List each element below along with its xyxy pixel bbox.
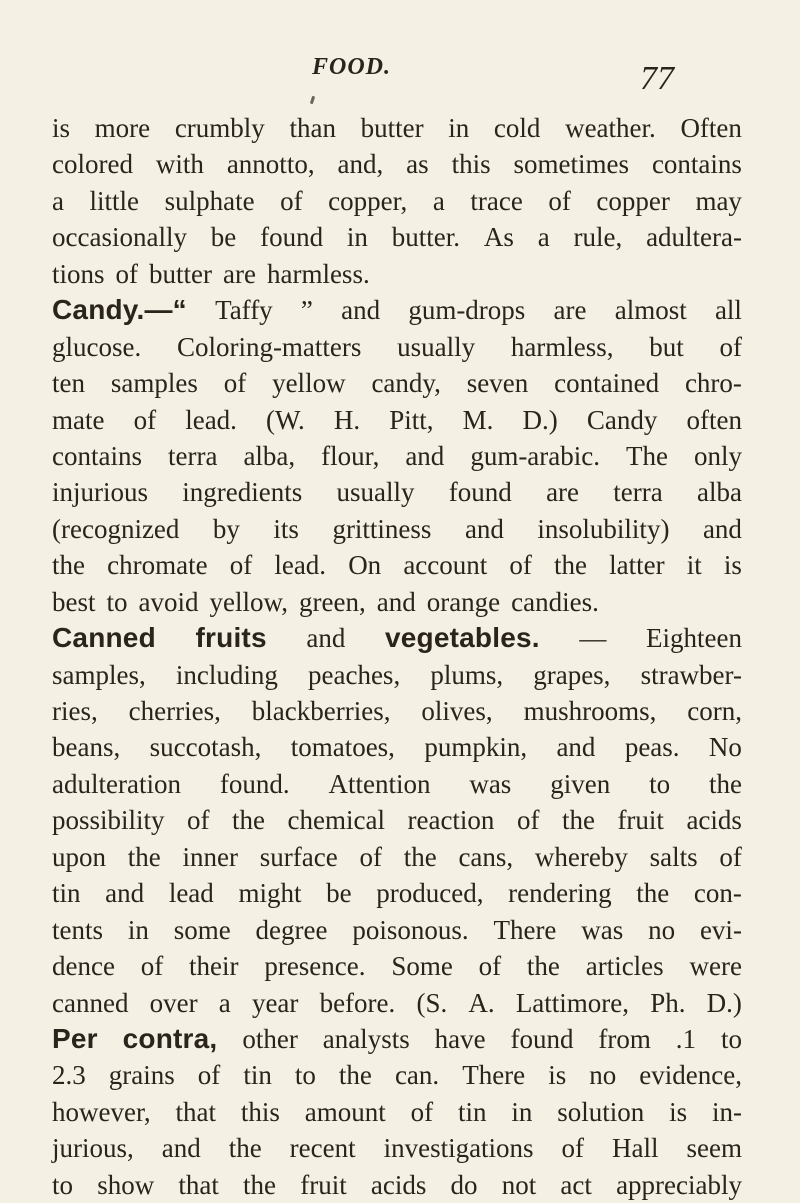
- word: in: [346, 222, 368, 253]
- word: this: [240, 1096, 280, 1127]
- word: Some: [391, 951, 453, 982]
- text-line: [52, 438, 742, 474]
- word: and: [306, 623, 346, 654]
- text-line: [52, 474, 742, 510]
- word: —: [579, 623, 607, 654]
- word: best: [52, 586, 96, 617]
- word: contained: [554, 368, 660, 399]
- word: and: [105, 878, 145, 909]
- word: and: [405, 440, 445, 471]
- word: mate: [52, 404, 105, 435]
- word: Per: [52, 1022, 98, 1054]
- word: cans,: [458, 841, 514, 872]
- word: fruits: [195, 622, 267, 654]
- word: con-: [693, 878, 742, 909]
- word: whereby: [534, 841, 628, 872]
- word: the: [636, 878, 670, 909]
- word: often: [686, 404, 742, 435]
- word: Canned: [52, 622, 156, 654]
- word: evidence,: [639, 1060, 742, 1091]
- word: as: [406, 149, 429, 180]
- word: evi-: [699, 914, 742, 945]
- ink-speck: [310, 96, 315, 105]
- word: appreciably: [616, 1169, 742, 1200]
- word: no: [589, 1060, 617, 1091]
- word: but: [649, 331, 684, 362]
- word: over: [149, 987, 198, 1018]
- word: usually: [336, 477, 415, 508]
- word: tions: [52, 258, 105, 289]
- word: fruit: [617, 805, 664, 836]
- word: D.): [706, 987, 742, 1018]
- word: cherries,: [128, 696, 221, 726]
- word: the: [561, 805, 595, 836]
- word: the: [554, 550, 588, 581]
- word: almost: [614, 295, 687, 326]
- word: to: [52, 1169, 74, 1200]
- word: a: [537, 222, 550, 253]
- word: a: [52, 185, 64, 216]
- word: was: [469, 768, 512, 799]
- word: cold: [493, 113, 541, 143]
- word: crumbly: [174, 113, 265, 143]
- word: The: [626, 440, 668, 471]
- word: gum-arabic.: [470, 440, 600, 471]
- word: is: [723, 550, 742, 581]
- word: only: [693, 440, 742, 471]
- text-line: [52, 657, 742, 693]
- word: possibility: [52, 805, 165, 836]
- word: orange: [426, 586, 501, 617]
- word: As: [483, 222, 514, 253]
- word: are: [223, 258, 256, 289]
- word: Pitt,: [389, 404, 434, 435]
- text-line: [52, 693, 742, 729]
- word: of: [187, 805, 210, 836]
- text-line: [52, 1130, 742, 1166]
- word: of: [548, 185, 571, 216]
- word: some: [173, 914, 231, 945]
- word: chromate: [107, 550, 208, 581]
- word: Lattimore,: [515, 987, 630, 1018]
- word: tin: [457, 1096, 487, 1127]
- word: tin: [243, 1060, 272, 1091]
- word: grittiness: [332, 513, 432, 544]
- word: green,: [299, 586, 366, 617]
- word: year: [251, 987, 299, 1018]
- word: injurious: [52, 477, 149, 508]
- text-line: [52, 729, 742, 765]
- word: not: [501, 1169, 537, 1200]
- word: seem: [686, 1133, 742, 1164]
- word: the: [52, 550, 85, 581]
- word: flour,: [321, 440, 380, 471]
- word: contra,: [122, 1022, 218, 1054]
- text-line: [52, 948, 742, 984]
- word: usually: [397, 331, 476, 362]
- word: account: [403, 550, 488, 581]
- word: and: [161, 1133, 201, 1164]
- word: is: [548, 1060, 567, 1091]
- word: ries,: [52, 696, 98, 726]
- word: On: [348, 550, 382, 581]
- body-text: [52, 110, 742, 1203]
- word: copper: [596, 185, 670, 216]
- word: of: [719, 331, 742, 362]
- word: blackberries,: [251, 696, 391, 726]
- word: ”: [300, 295, 313, 326]
- word: avoid: [138, 586, 199, 617]
- word: no: [648, 914, 676, 945]
- word: succotash,: [149, 732, 262, 763]
- word: produced,: [376, 878, 484, 909]
- word: 2.3: [52, 1060, 86, 1091]
- word: chemical: [287, 805, 385, 836]
- word: of: [359, 841, 382, 872]
- word: butter: [360, 113, 424, 143]
- word: that: [178, 1169, 219, 1200]
- word: samples: [110, 368, 198, 399]
- word: a: [432, 185, 445, 216]
- word: lead: [168, 878, 214, 909]
- word: it: [686, 550, 702, 581]
- word: candy,: [371, 368, 441, 399]
- word: investigations: [383, 1133, 534, 1164]
- word: grapes,: [533, 659, 611, 690]
- word: more: [94, 113, 151, 143]
- word: do: [450, 1169, 478, 1200]
- word: peaches,: [308, 659, 401, 690]
- word: acids: [370, 1169, 427, 1200]
- word: can.: [394, 1060, 440, 1091]
- word: the: [228, 1133, 262, 1164]
- word: inner: [182, 841, 238, 872]
- text-line: [52, 1167, 742, 1203]
- word: by: [212, 513, 240, 544]
- text-line: [52, 402, 742, 438]
- word: of: [516, 805, 540, 836]
- word: be: [210, 222, 237, 253]
- word: jurious,: [52, 1133, 134, 1164]
- word: found: [260, 222, 324, 253]
- word: in: [511, 1096, 533, 1127]
- word: sometimes: [513, 149, 630, 180]
- word: and: [556, 732, 596, 763]
- page-number: 77: [640, 60, 674, 97]
- word: before.: [319, 987, 396, 1018]
- word: gum-drops: [408, 295, 526, 326]
- word: acids: [686, 805, 742, 836]
- word: beans,: [52, 732, 121, 763]
- word: upon: [52, 841, 106, 872]
- word: dence: [52, 951, 115, 982]
- word: may: [695, 185, 742, 216]
- word: .1: [675, 1023, 697, 1054]
- text-line: [52, 1021, 742, 1057]
- word: adulteration: [52, 768, 181, 799]
- word: found: [448, 477, 512, 508]
- word: in: [127, 914, 149, 945]
- word: copper,: [328, 185, 408, 216]
- word: the: [338, 1060, 372, 1091]
- word: act: [560, 1169, 592, 1200]
- word: (S.: [416, 987, 448, 1018]
- text-line: [52, 584, 742, 620]
- word: Eighteen: [646, 623, 742, 654]
- word: of: [410, 1096, 434, 1127]
- word: annotto,: [226, 149, 315, 180]
- text-line: [52, 146, 742, 182]
- word: contains: [52, 440, 142, 471]
- word: all: [714, 295, 742, 326]
- word: D.): [522, 404, 558, 435]
- word: salts: [649, 841, 698, 872]
- word: colored: [52, 149, 133, 180]
- word: from: [598, 1023, 651, 1054]
- word: tomatoes,: [290, 732, 395, 763]
- word: the: [403, 841, 437, 872]
- text-line: [52, 219, 742, 255]
- word: butter: [149, 258, 212, 289]
- text-line: [52, 110, 742, 146]
- word: and: [702, 513, 742, 544]
- text-line: [52, 1094, 742, 1130]
- text-line: [52, 766, 742, 802]
- word: including: [175, 659, 278, 690]
- word: terra: [613, 477, 663, 508]
- word: contains: [651, 149, 742, 180]
- word: M.: [462, 404, 494, 435]
- text-line: [52, 985, 742, 1021]
- word: Often: [680, 113, 742, 143]
- word: plums,: [430, 659, 504, 690]
- word: terra: [167, 440, 218, 471]
- word: to: [649, 768, 671, 799]
- word: Candy: [586, 404, 658, 435]
- word: lead.: [274, 550, 327, 581]
- word: adultera-: [646, 222, 742, 253]
- word: latter: [609, 550, 665, 581]
- word: degree: [255, 914, 328, 945]
- word: butter.: [391, 222, 461, 253]
- word: in-: [711, 1096, 742, 1127]
- word: the: [232, 805, 266, 836]
- word: samples,: [52, 659, 146, 690]
- word: reaction: [407, 805, 495, 836]
- word: recent: [289, 1133, 356, 1164]
- word: of: [115, 258, 139, 289]
- word: Attention: [328, 768, 431, 799]
- word: solution: [557, 1096, 645, 1127]
- word: Coloring-matters: [176, 331, 362, 362]
- word: might: [238, 878, 302, 909]
- word: insolubility): [537, 513, 670, 544]
- word: of: [478, 951, 502, 982]
- word: was: [581, 914, 624, 945]
- word: show: [97, 1169, 155, 1200]
- text-line: [52, 256, 742, 292]
- word: analysts: [322, 1023, 410, 1054]
- word: yellow,: [209, 586, 288, 617]
- word: alba,: [243, 440, 296, 471]
- text-line: [52, 839, 742, 875]
- text-line: [52, 183, 742, 219]
- word: of: [719, 841, 742, 872]
- word: the: [708, 768, 742, 799]
- word: have: [434, 1023, 486, 1054]
- word: seven: [466, 368, 529, 399]
- word: however,: [52, 1096, 151, 1127]
- word: Taffy: [215, 295, 273, 326]
- word: ingredients: [182, 477, 303, 508]
- word: to: [106, 586, 128, 617]
- word: and,: [337, 149, 384, 180]
- text-line: [52, 912, 742, 948]
- word: There: [462, 1060, 526, 1091]
- word: vegetables.: [385, 622, 540, 654]
- word: of: [140, 951, 164, 982]
- text-line: [52, 875, 742, 911]
- running-head: [0, 52, 800, 97]
- word: A.: [468, 987, 495, 1018]
- word: are: [553, 295, 587, 326]
- word: Ph.: [650, 987, 686, 1018]
- word: little: [89, 185, 140, 216]
- word: the: [127, 841, 161, 872]
- word: corn,: [687, 696, 742, 726]
- word: a: [218, 987, 231, 1018]
- word: lead.: [185, 404, 237, 435]
- word: of: [223, 368, 247, 399]
- word: found: [510, 1023, 574, 1054]
- word: occasionally: [52, 222, 187, 253]
- word: No: [708, 732, 742, 763]
- word: is: [669, 1096, 688, 1127]
- word: chro-: [684, 368, 742, 399]
- word: yellow: [272, 368, 346, 399]
- word: of: [561, 1133, 585, 1164]
- text-line: [52, 620, 742, 656]
- word: amount: [304, 1096, 386, 1127]
- text-line: [52, 547, 742, 583]
- running-head-title: FOOD.: [312, 54, 392, 80]
- word: the: [526, 951, 560, 982]
- word: and: [464, 513, 504, 544]
- word: this: [451, 149, 491, 180]
- word: with: [155, 149, 204, 180]
- word: tents: [52, 914, 103, 945]
- word: of: [197, 1060, 221, 1091]
- word: rendering: [508, 878, 612, 909]
- word: harmless.: [266, 258, 370, 289]
- word: than: [289, 113, 336, 143]
- word: (W.: [266, 404, 305, 435]
- word: that: [175, 1096, 216, 1127]
- word: their: [189, 951, 239, 982]
- word: pumpkin,: [424, 732, 528, 763]
- word: candies.: [511, 586, 599, 617]
- word: grains: [108, 1060, 175, 1091]
- word: strawber-: [640, 659, 742, 690]
- word: of: [133, 404, 157, 435]
- word: mushrooms,: [523, 696, 657, 726]
- word: presence.: [264, 951, 366, 982]
- word: rule,: [573, 222, 623, 253]
- word: articles: [585, 951, 664, 982]
- word: alba: [697, 477, 742, 508]
- word: harmless,: [510, 331, 614, 362]
- word: found.: [219, 768, 290, 799]
- word: fruit: [300, 1169, 347, 1200]
- word: peas.: [624, 732, 680, 763]
- word: glucose.: [52, 331, 142, 362]
- text-line: [52, 511, 742, 547]
- word: to: [720, 1023, 742, 1054]
- text-line: [52, 292, 742, 328]
- word: its: [273, 513, 299, 544]
- word: ten: [52, 368, 85, 399]
- word: and: [341, 295, 381, 326]
- word: H.: [333, 404, 361, 435]
- word: Hall: [612, 1133, 659, 1164]
- word: to: [294, 1060, 316, 1091]
- word: and: [376, 586, 416, 617]
- word: is: [52, 113, 71, 143]
- word: were: [689, 951, 742, 982]
- text-line: [52, 365, 742, 401]
- word: the: [243, 1169, 277, 1200]
- word: trace: [470, 185, 523, 216]
- word: are: [546, 477, 580, 508]
- word: other: [242, 1023, 298, 1054]
- word: weather.: [565, 113, 656, 143]
- text-line: [52, 1057, 742, 1093]
- word: in: [448, 113, 470, 143]
- word: olives,: [421, 696, 493, 726]
- text-line: [52, 329, 742, 365]
- word: of: [229, 550, 253, 581]
- word: canned: [52, 987, 129, 1018]
- word: (recognized: [52, 513, 180, 544]
- word: surface: [259, 841, 338, 872]
- word: poisonous.: [352, 914, 469, 945]
- word: Candy.—“: [52, 294, 187, 326]
- word: given: [550, 768, 611, 799]
- word: of: [509, 550, 532, 581]
- word: be: [326, 878, 352, 909]
- word: There: [493, 914, 557, 945]
- text-line: [52, 802, 742, 838]
- word: of: [280, 185, 303, 216]
- word: tin: [52, 878, 81, 909]
- word: sulphate: [164, 185, 255, 216]
